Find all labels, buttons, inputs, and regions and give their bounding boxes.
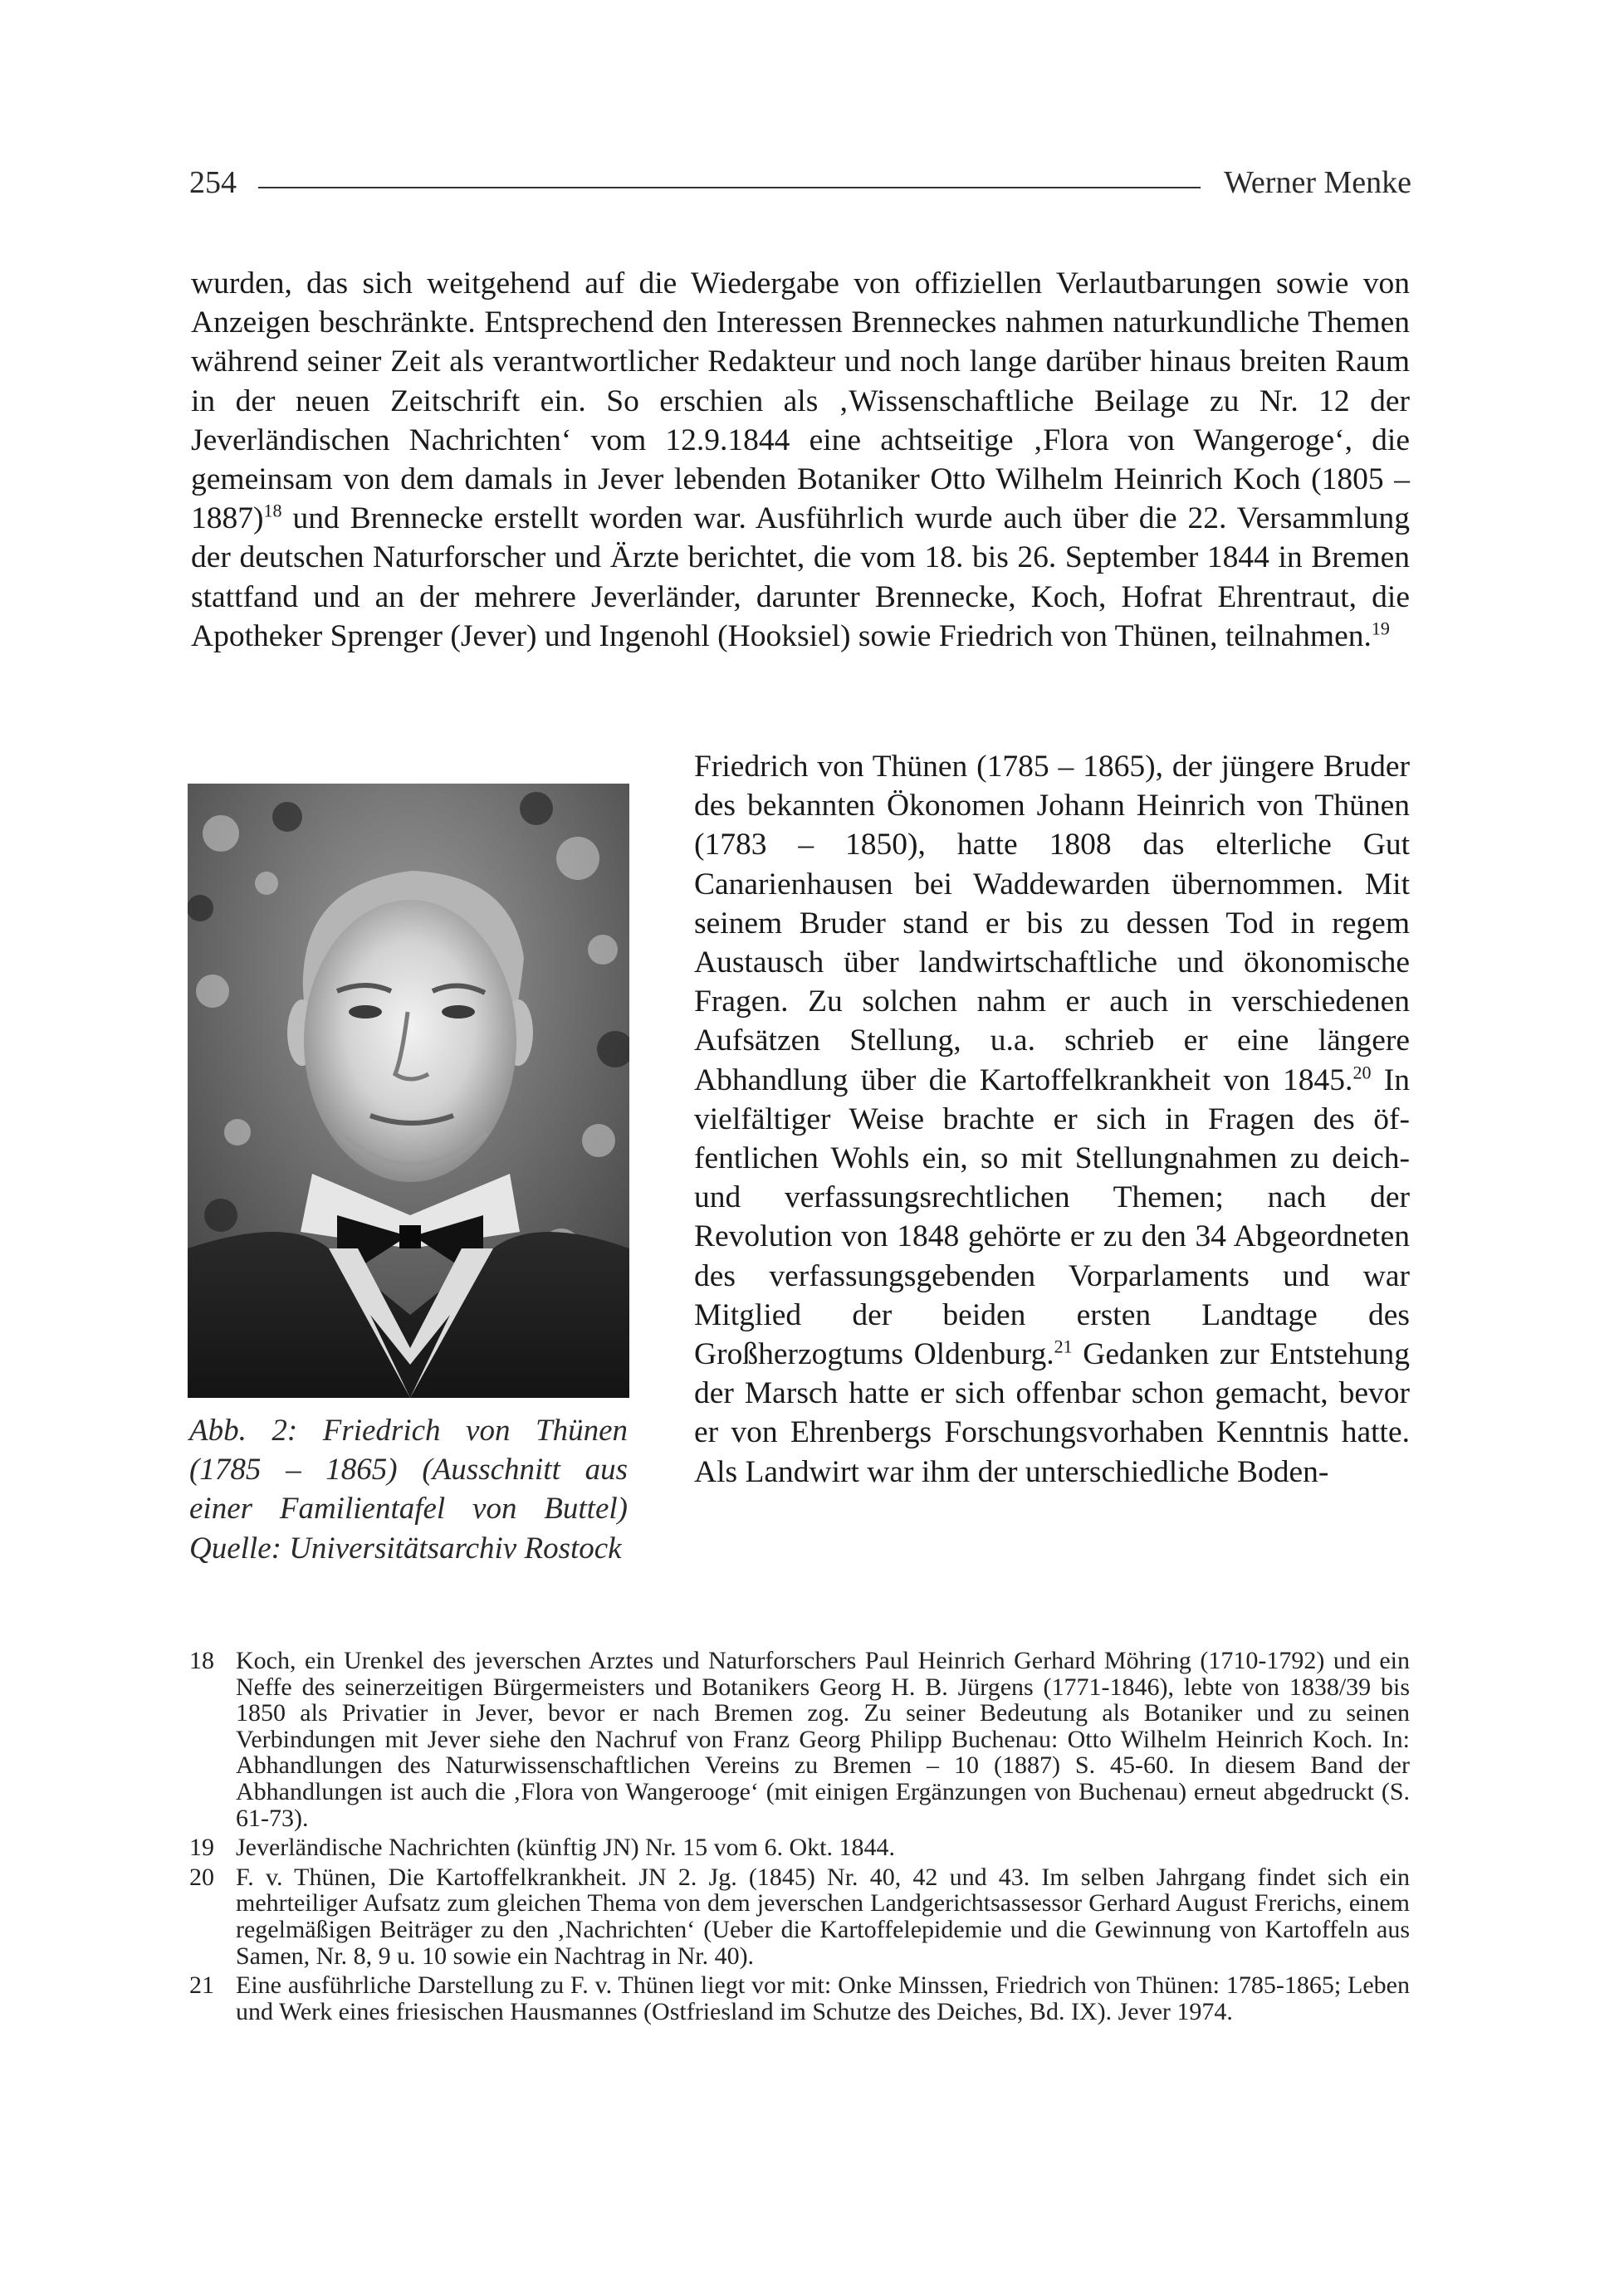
footnote-number: 18 (189, 1647, 214, 1674)
running-header (189, 158, 1411, 208)
footnote-21 (189, 1972, 1410, 2025)
header-rule (258, 187, 1201, 188)
right-column-text: Friedrich von Thünen (1785 – 1865), der jüngere Bruder des bekannten Ökonomen Johann Heinrich von Thünen (1783 – 1850), hatte 1808 das elterliche Gut Canarienhausen bei Waddewarden übernommen. Mit seinem Bruder stand er bis zu dessen Tod in regem Austausch über landwirtschaftliche und ökonomische Fragen. Zu solchen nahm er auch in verschiedenen Aufsätzen Stellung, u.a. schrieb er eine längere Abhandlung über die Kartoffelkrankheit von 1845.20 In vielfältiger Weise brachte er sich in Fragen des öffentlichen Wohls ein, so mit Stellungnahmen zu deich- und verfassungsrechtlichen Themen; nach der Revolution von 1848 gehörte er zu den 34 Abgeordneten des verfassungsgebenden Vorparlaments und war Mitglied der beiden ersten Landtage des Großherzogtums Oldenburg.$^{21}$ Gedanken zur Entstehung der Marsch hatte er sich offenbar schon gemacht, bevor er von Ehrenbergs Forschungsvorhaben Kenntnis hatte. Als Landwirt war ihm der unterschiedliche Boden- (694, 750, 1410, 1489)
body-paragraph-text: wurden, das sich weitgehend auf die Wiedergabe von offiziellen Verlautbarungen sowie von Anzeigen beschränkte. Entsprechend den Interessen Brenneckes nahmen naturkundliche Themen während seiner Zeit als verantwortlicher Redakteur und noch lange darüber hinaus breiten Raum in der neuen Zeitschrift ein. So erschien als ‚Wissenschaftliche Beilage zu Nr. 12 der Jeverländischen Nachrichten‘ vom 12.9.1844 eine achtseitige ‚Flora von Wangeroge‘, die gemeinsam von dem damals in Jever lebenden Botaniker Otto Wilhelm Heinrich Koch (1805 – 1887)$^{18}$ und Brennecke erstellt worden war. Ausführlich wurde auch über die 22. Versammlung der deutschen Naturforscher und Ärzte berichtet, die vom 18. bis 26. September 1844 in Bremen stattfand und an der mehrere Jeverländer, darunter Brennecke, Koch, Hofrat Ehrentraut, die Apotheker Sprenger (Jever) und Ingenohl (Hooksiel) sowie Friedrich von Thünen, teilnahmen.$^{19}$ (191, 266, 1410, 653)
right-column-paragraph (694, 747, 1410, 1492)
body-paragraph (191, 264, 1410, 656)
portrait-figure (188, 784, 629, 1398)
portrait-photo (188, 784, 629, 1398)
footnote-19 (189, 1834, 1410, 1861)
figure-caption (189, 1411, 628, 1568)
footnote-number: 19 (189, 1834, 214, 1862)
figure-caption-text: Abb. 2: Friedrich von Thünen (1785 – 1865) (Ausschnitt aus einer Familientafel von Buttel) Quelle: Universitätsarchiv Rostock (189, 1414, 628, 1566)
footnote-number: 20 (189, 1863, 214, 1891)
footnote-text: F. v. Thünen, Die Kartoffelkrankheit. JN 2. Jg. (1845) Nr. 40, 42 und 43. Im selben Jahrgang findet sich ein mehrteiliger Aufsatz zum gleichen Thema von dem jeverschen Landgerichtsassessor Gerhard August Frerichs, einem regelmäßigen Beiträger zu den ‚Nachrichten‘ (Ueber die Kartoffelepidemie und die Gewinnung von Kartoffeln aus Samen, Nr. 8, 9 u. 10 sowie ein Nachtrag in Nr. 40). (236, 1863, 1410, 1970)
footnote-text: Koch, ein Urenkel des jeverschen Arztes und Naturforschers Paul Heinrich Gerhard Möhring (1710-1792) und ein Neffe des seinerzeitigen Bürgermeisters und Botanikers Georg H. B. Jürgens (1771-1846), lebte von 1838/39 bis 1850 als Privatier in Jever, bevor er nach Bremen zog. Zu seiner Bedeutung als Botaniker und zu seinen Verbindungen mit Jever siehe den Nachruf von Franz Georg Philipp Buchenau: Otto Wilhelm Heinrich Koch. In: Abhandlungen des Naturwissenschaftlichen Vereins zu Bremen – 10 (1887) S. 45-60. In diesem Band der Abhandlungen ist auch die ‚Flora von Wangerooge‘ (mit einigen Ergänzungen von Buchenau) erneut abgedruckt (S. 61-73). (236, 1647, 1410, 1832)
page-number: 254 (189, 165, 237, 200)
footnote-20 (189, 1864, 1410, 1969)
footnote-text: Eine ausführliche Darstellung zu F. v. Thünen liegt vor mit: Onke Minssen, Friedrich von Thünen: 1785-1865; Leben und Werk eines friesischen Hausmannes (Ostfriesland im Schutze des Deiches, Bd. IX). Jever 1974. (236, 1971, 1410, 2025)
footnote-number: 21 (189, 1971, 214, 2000)
running-header-author: Werner Menke (1224, 165, 1411, 200)
footnote-text: Jeverländische Nachrichten (künftig JN) Nr. 15 vom 6. Okt. 1844. (236, 1834, 895, 1862)
footnotes (189, 1648, 1410, 2028)
footnote-18 (189, 1648, 1410, 1831)
